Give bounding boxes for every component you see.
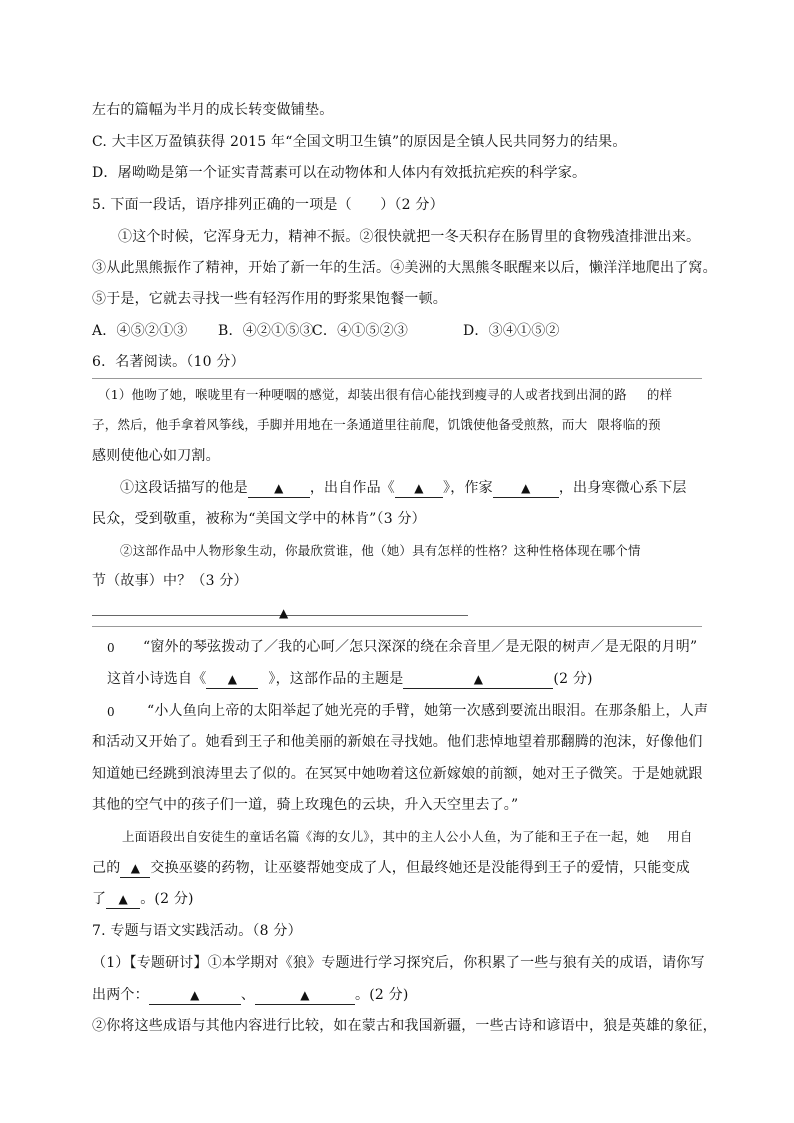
q5-option-d: D．③④①⑤② [463,323,560,339]
q5-option-a: A．④⑤②①③ [92,323,188,339]
q7-1-line-2: 出两个： ▲ 、 ▲ 。(2 分) [92,987,409,1003]
mermaid-line-4: 其他的空气中的孩子们一道，骑上玫瑰色的云块，升入天空里去了。” [92,797,519,813]
answer-blank[interactable] [106,890,140,909]
answer-blank[interactable] [248,479,310,498]
question-5: 5. 下面一段话，语序排列正确的一项是（ ）（2 分） [92,197,444,213]
option-d: D．屠呦呦是第一个证实青蒿素可以在动物体和人体内有效抵抗疟疾的科学家。 [92,165,587,181]
q7-1-line-1: （1）【专题研讨】①本学期对《狼》专题进行学习探究后，你积累了一些与狼有关的成语，请你写 [92,955,705,971]
bullet-marker: 0 [107,705,115,719]
question-7: 7. 专题与语文实践活动。（8 分） [92,923,302,939]
question-6: 6．名著阅读。（10 分） [92,354,245,370]
hr-top [92,378,702,379]
answer-blank[interactable] [149,986,241,1005]
triangle-icon: ▲ [521,481,531,495]
answer-blank[interactable] [120,859,150,878]
answer-blank[interactable] [255,986,355,1005]
answer-blank[interactable] [395,479,443,498]
answer-blank[interactable] [206,670,258,689]
mermaid-question-1: 上面语段出自安徒生的童话名篇《海的女儿》，其中的主人公小人鱼，为了能和王子在一起，她 用自 [122,829,693,844]
q6-2-line-2: 节（故事）中？（3 分） [92,573,248,589]
mermaid-question-2: 己的 ▲ 交换巫婆的药物，让巫婆帮她变成了人，但最终她还是没能得到王子的爱情，只能变成 [92,860,691,876]
q5-option-b: B．④②①⑤③ [218,323,314,339]
answer-blank[interactable] [403,670,553,689]
poem-text: “窗外的琴弦拨动了／我的心呵／怎只深深的绕在余音里／是无限的树声／是无限的月明” [143,639,698,655]
triangle-icon: ▲ [118,892,128,906]
passage-1-line-1: （1）他吻了她，喉咙里有一种哽咽的感觉，却装出很有信心能找到瘦寻的人或者找到出洞的路 的样 [98,387,673,402]
bullet-marker: 0 [107,641,115,655]
answer-blank[interactable] [493,479,559,498]
mermaid-line-3: 知道她已经跳到浪涛里去了似的。在冥冥中她吻着这位新嫁娘的前额，她对王子微笑。于是她就跟 [92,766,703,782]
mermaid-line-1: “小人鱼向上帝的太阳举起了她光亮的手臂，她第一次感到要流出眼泪。在那条船上，人声 [147,703,709,719]
triangle-icon: ▲ [227,672,238,686]
q6-1-line-2: 民众，受到敬重，被称为“美国文学中的林肯”（3 分） [92,511,426,527]
triangle-icon: ▲ [473,672,484,686]
q5-sentence-3: ⑤于是，它就去寻找一些有轻泻作用的野浆果饱餐一顿。 [92,291,447,307]
poem-question: 这首小诗选自《 ▲ 》，这部作品的主题是 ▲ (2 分) [107,671,593,687]
triangle-icon: ▲ [300,988,310,1002]
q6-2-line-1: ②这部作品中人物形象生动，你最欣赏谁，他（她）具有怎样的性格？这种性格体现在哪个情 [120,543,641,558]
option-c: C. 大丰区万盈镇获得 2015 年“全国文明卫生镇”的原因是全镇人民共同努力的结果。 [92,134,627,150]
q6-1-line-1: ①这段话描写的他是 ▲ ，出自作品《 ▲ 》，作家 ▲ ，出身寒微心系下层 [120,480,687,496]
triangle-icon: ▲ [274,481,284,495]
q5-sentence-1: ①这个时候，它浑身无力，精神不振。②很快就把一冬天积存在肠胃里的食物残渣排泄出来。 [118,229,701,245]
triangle-icon: ▲ [190,988,200,1002]
line-1: 左右的篇幅为半月的成长转变做铺垫。 [92,102,334,118]
mermaid-line-2: 和活动又开始了。她看到王子和他美丽的新娘在寻找她。他们悲悼地望着那翻腾的泡沫，好像他们 [92,734,703,750]
q5-option-c: C．④①⑤②③ [312,323,409,339]
triangle-icon: ▲ [130,861,141,875]
passage-1-line-3: 感则使他心如刀割。 [92,448,220,464]
mermaid-question-3: 了 ▲ 。(2 分) [92,891,194,907]
hr-bottom [92,626,702,627]
q5-sentence-2: ③从此黑熊振作了精神，开始了新一年的生活。④美洲的大黑熊冬眠醒来以后，懒洋洋地爬出了窝。 [92,260,717,276]
triangle-icon: ▲ [414,481,424,495]
triangle-icon: ▲ [279,606,289,620]
passage-1-line-2: 子，然后，他手拿着风筝线，手脚并用地在一条通道里往前爬，饥饿使他备受煎熬，而大 限将临的预 [92,417,661,432]
q7-2-line: ②你将这些成语与其他内容进行比较，如在蒙古和我国新疆，一些古诗和谚语中，狼是英雄的象征， [92,1018,717,1034]
